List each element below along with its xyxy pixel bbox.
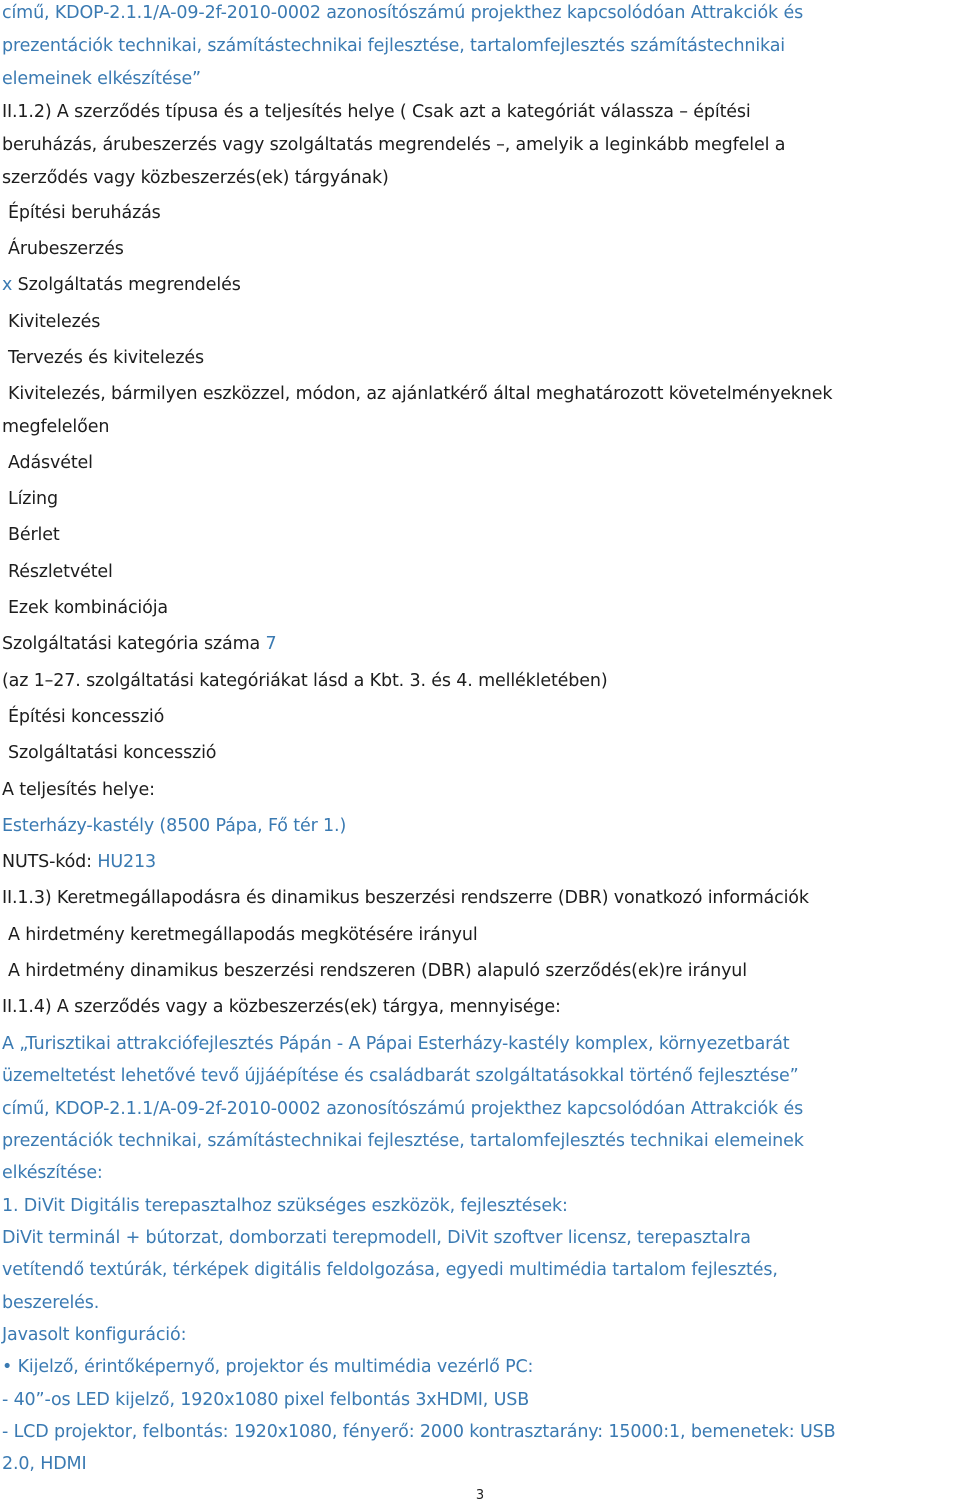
intro-line-1: című, KDOP-2.1.1/A-09-2f-2010-0002 azonosítószámú projekthez kapcsolódóan Attrakciók és — [2, 3, 804, 23]
section-2-1-3-heading: II.1.3) Keretmegállapodásra és dinamikus beszerzési rendszerre (DBR) vonatkozó információk — [2, 888, 809, 908]
subject-line-1: A „Turisztikai attrakciófejlesztés Pápán - A Pápai Esterházy-kastély komplex, környezetbarát — [2, 1034, 790, 1054]
subject-line-2: üzemeltetést lehetővé tevő újjáépítése és családbarát szolgáltatásokkal történő fejlesztése” — [2, 1066, 799, 1086]
option-kivitelezes: Kivitelezés — [8, 312, 101, 332]
subject-line-5: elkészítése: — [2, 1163, 103, 1183]
config-item-lcd-projector-line-2: 2.0, HDMI — [2, 1454, 87, 1474]
selected-mark: x — [2, 275, 13, 295]
nuts-code-row — [2, 850, 956, 874]
option-lizing: Lízing — [8, 489, 58, 509]
subject-line-9: beszerelés. — [2, 1293, 100, 1313]
nuts-code-label: NUTS-kód: — [2, 852, 92, 872]
subject-line-3: című, KDOP-2.1.1/A-09-2f-2010-0002 azonosítószámú projekthez kapcsolódóan Attrakciók és — [2, 1099, 804, 1119]
option-kivitelezes-barmilyen-line-2: megfelelően — [2, 417, 110, 437]
config-item-lcd-projector-line-1: - LCD projektor, felbontás: 1920x1080, fényerő: 2000 kontrasztarány: 15000:1, bemenetek: USB — [2, 1422, 836, 1442]
section-2-1-2-line-2: beruházás, árubeszerzés vagy szolgáltatás megrendelés –, amelyik a leginkább megfelel a — [2, 135, 786, 155]
performance-place-label: A teljesítés helye: — [2, 780, 155, 800]
option-adasvetel: Adásvétel — [8, 453, 93, 473]
option-kombinacio: Ezek kombinációja — [8, 598, 168, 618]
subject-line-7: DiVit terminál + bútorzat, domborzati terepmodell, DiVit szoftver licensz, terepasztalra — [2, 1228, 751, 1248]
section-2-1-2-line-1: II.1.2) A szerződés típusa és a teljesítés helye ( Csak azt a kategóriát válassza – építési — [2, 102, 751, 122]
performance-place-value: Esterházy-kastély (8500 Pápa, Fő tér 1.) — [2, 816, 347, 836]
service-category-value: 7 — [265, 634, 277, 654]
service-category-label: Szolgáltatási kategória száma — [2, 634, 261, 654]
service-category-note: (az 1–27. szolgáltatási kategóriákat lásd a Kbt. 3. és 4. mellékletében) — [2, 671, 608, 691]
service-category-row — [2, 632, 956, 656]
option-szolgaltatas-megrendeles — [2, 273, 956, 297]
option-kivitelezes-barmilyen-line-1: Kivitelezés, bármilyen eszközzel, módon, az ajánlatkérő által meghatározott követelményeknek — [8, 384, 833, 404]
option-epitesi-beruhazas: Építési beruházás — [8, 203, 161, 223]
nuts-code-value: HU213 — [97, 852, 156, 872]
config-bullet-text: Kijelző, érintőképernyő, projektor és multimédia vezérlő PC: — [17, 1357, 534, 1377]
section-2-1-2-line-3: szerződés vagy közbeszerzés(ek) tárgyának) — [2, 168, 389, 188]
subject-line-10: Javasolt konfiguráció: — [2, 1325, 187, 1345]
config-item-led-display: - 40”-os LED kijelző, 1920x1080 pixel felbontás 3xHDMI, USB — [2, 1390, 530, 1410]
bullet-icon: • — [2, 1357, 13, 1377]
section-2-1-4-heading: II.1.4) A szerződés vagy a közbeszerzés(ek) tárgya, mennyisége: — [2, 997, 561, 1017]
option-epitesi-koncesszio: Építési koncesszió — [8, 707, 165, 727]
intro-line-2: prezentációk technikai, számítástechnikai fejlesztése, tartalomfejlesztés számítástechnikai — [2, 36, 786, 56]
option-szolgaltatas-label: Szolgáltatás megrendelés — [17, 275, 241, 295]
subject-line-6: 1. DiVit Digitális terepasztalhoz szükséges eszközök, fejlesztések: — [2, 1196, 568, 1216]
intro-line-3: elemeinek elkészítése” — [2, 69, 201, 89]
page-number: 3 — [475, 1488, 485, 1503]
section-2-1-3-option-1: A hirdetmény keretmegállapodás megkötésére irányul — [8, 925, 478, 945]
option-reszletvetel: Részletvétel — [8, 562, 113, 582]
config-bullet-item — [2, 1355, 956, 1379]
option-szolgaltatasi-koncesszio: Szolgáltatási koncesszió — [8, 743, 217, 763]
option-tervezes-es-kivitelezes: Tervezés és kivitelezés — [8, 348, 204, 368]
section-2-1-3-option-2: A hirdetmény dinamikus beszerzési rendszeren (DBR) alapuló szerződés(ek)re irányul — [8, 961, 747, 981]
subject-line-8: vetítendő textúrák, térképek digitális feldolgozása, egyedi multimédia tartalom fejlesztés, — [2, 1260, 778, 1280]
subject-line-4: prezentációk technikai, számítástechnikai fejlesztése, tartalomfejlesztés technikai elemeinek — [2, 1131, 804, 1151]
option-berlet: Bérlet — [8, 525, 60, 545]
option-arubeszerzes: Árubeszerzés — [8, 239, 124, 259]
